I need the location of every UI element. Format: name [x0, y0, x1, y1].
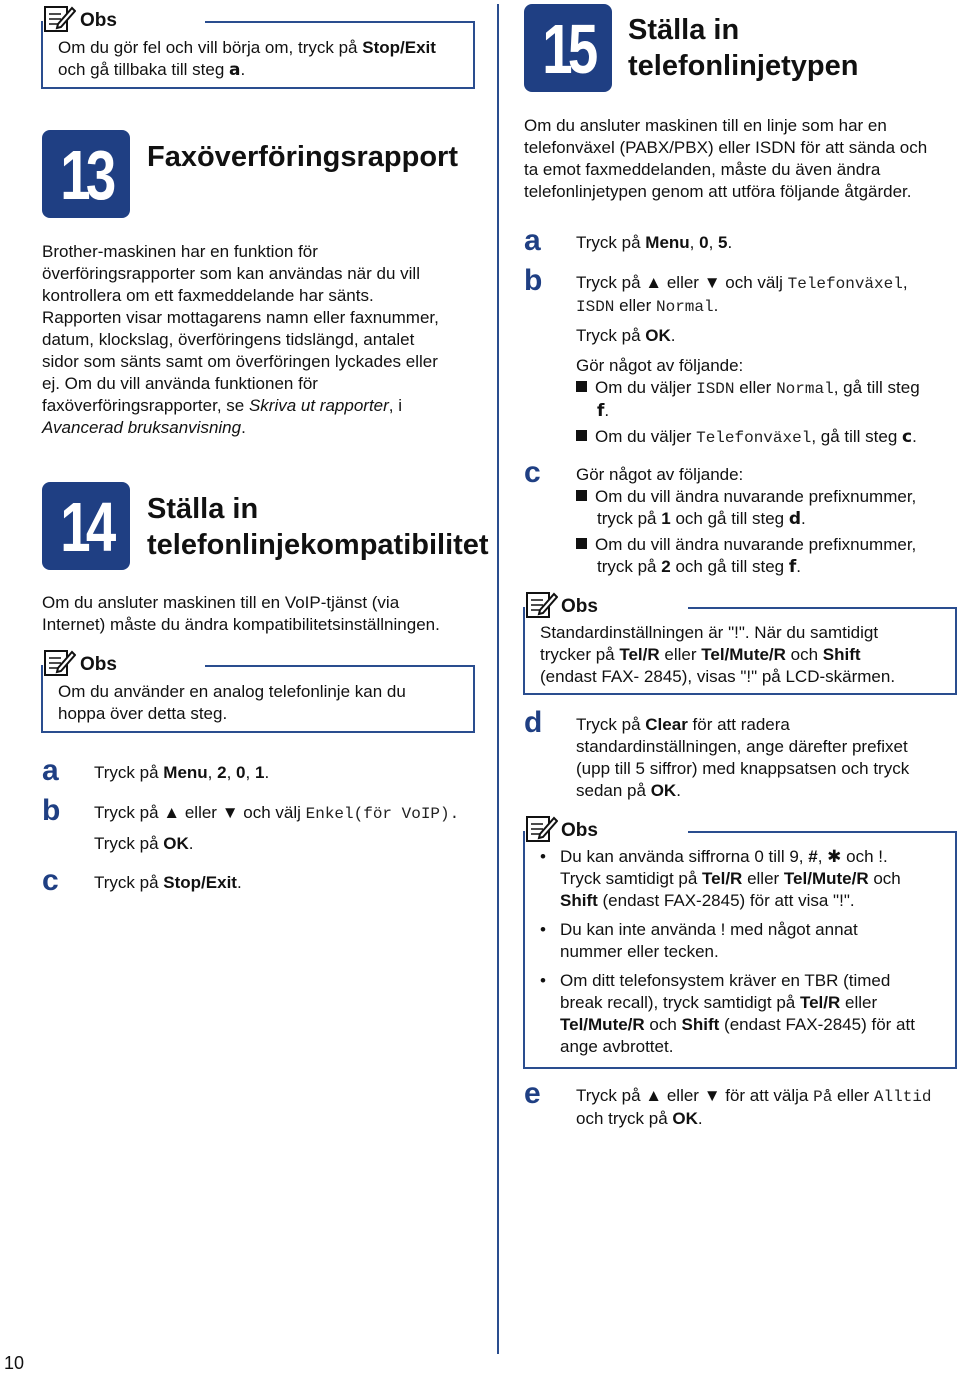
step-number: 15	[542, 10, 594, 88]
text: för att välja	[720, 1086, 814, 1105]
punct: .	[188, 834, 194, 853]
text: Om du väljer	[595, 378, 697, 397]
key-label: 0	[699, 233, 709, 252]
text: Om ditt telefonsystem kräver en TBR (timed	[560, 971, 891, 990]
text: eller	[659, 645, 702, 664]
step-ref: f	[788, 557, 797, 577]
text-line: telefonlinjetypen genom att utföra följande åtgärder.	[524, 182, 912, 201]
text: eller	[832, 1086, 874, 1105]
text: eller	[742, 869, 784, 888]
step-title	[147, 491, 489, 563]
text-line: Gör något av följande:	[576, 465, 744, 484]
text: trycker på	[540, 645, 620, 664]
key-label: Menu	[645, 233, 690, 252]
key-label: Stop/Exit	[163, 873, 237, 892]
step-number: 14	[60, 488, 112, 566]
punct: , i	[388, 396, 403, 415]
key-label: Menu	[163, 763, 208, 782]
text: och välj	[720, 273, 788, 292]
note-title: Obs	[561, 820, 598, 841]
substep-text	[576, 272, 956, 449]
note-title: Obs	[80, 654, 117, 675]
substep-letter: a	[42, 754, 59, 787]
square-bullet-icon	[576, 538, 587, 549]
text-line: Internet) måste du ändra kompatibilitetsinställningen.	[42, 615, 440, 634]
text-line: telefonväxel (PABX/PBX) eller ISDN för att sända och	[524, 138, 928, 157]
key-label: OK	[645, 326, 671, 345]
lcd-option: Telefonväxel	[787, 275, 903, 293]
text: eller	[734, 378, 777, 397]
key-label: 5	[718, 233, 728, 252]
text: Tryck på	[576, 233, 646, 252]
key-label: OK	[672, 1109, 698, 1128]
key-label: 1	[254, 763, 265, 782]
list-item	[534, 970, 949, 1058]
lcd-option: Normal	[655, 298, 714, 316]
lcd-option: På	[813, 1088, 833, 1106]
square-bullet-icon	[576, 430, 587, 441]
text: Tryck på	[576, 1086, 646, 1105]
lcd-option: Normal	[776, 380, 834, 398]
step-ref: f	[597, 401, 605, 421]
step-title: Ställa in telefonlinjetypen	[628, 14, 859, 82]
text: för att radera	[687, 715, 790, 734]
substep-letter: c	[524, 456, 541, 489]
punct: ,	[207, 763, 218, 782]
key-label: Shift	[681, 1015, 720, 1034]
square-bullet-item	[576, 377, 956, 422]
text: Om du vill ändra nuvarande prefixnummer,	[595, 487, 917, 506]
key-label: Tel/R	[799, 993, 841, 1012]
note-bullet-list	[534, 846, 949, 1058]
text: Tryck på	[94, 763, 164, 782]
text: eller	[840, 993, 878, 1012]
text: och !.	[841, 847, 888, 866]
text-line: ta emot faxmeddelanden, måste du även ändra	[524, 160, 881, 179]
key-label: 1	[661, 509, 671, 528]
punct: .	[604, 401, 610, 420]
up-arrow-icon: ▲	[645, 273, 663, 292]
note-line: Om du gör fel och vill börja om, tryck på	[58, 38, 363, 57]
punct: .	[670, 326, 676, 345]
lcd-option: Alltid	[873, 1088, 932, 1106]
text-line: standardinställningen, ange därefter prefixet	[576, 737, 908, 756]
text-line: sidor som sänts samt om överföringen lyckades eller	[42, 352, 438, 371]
substep-text	[94, 872, 242, 894]
step-number: 13	[60, 136, 112, 214]
key-label: Tel/Mute/R	[701, 645, 786, 664]
list-item	[534, 919, 949, 963]
substep-letter: e	[524, 1077, 541, 1110]
lcd-option: Enkel(för VoIP).	[305, 805, 460, 823]
text: och gå till steg	[670, 509, 789, 528]
text-line: Brother-maskinen har en funktion för	[42, 242, 318, 261]
punct: .	[796, 557, 801, 576]
text: Tryck på	[576, 715, 646, 734]
text: (endast FAX-2845) för att visa "!".	[597, 891, 855, 910]
text-line: (upp till 5 siffror) med knappsatsen och tryck	[576, 759, 910, 778]
step13-body	[42, 241, 482, 439]
text: eller	[614, 296, 656, 315]
punct: .	[697, 1109, 703, 1128]
key-label: 2	[661, 557, 671, 576]
substep-letter: c	[42, 864, 59, 897]
key-label: Clear	[645, 715, 688, 734]
text: tryck på	[597, 509, 662, 528]
text: Tryck på	[94, 803, 164, 822]
note-title: Obs	[561, 596, 598, 617]
key-label: Tel/Mute/R	[783, 869, 869, 888]
substep-text	[576, 1085, 956, 1130]
punct: .	[240, 60, 246, 79]
note-line: Om du använder en analog telefonlinje kan du	[58, 682, 406, 701]
step15-intro	[524, 115, 956, 203]
up-arrow-icon: ▲	[645, 1086, 663, 1105]
up-arrow-icon: ▲	[163, 803, 181, 822]
square-bullet-item	[576, 426, 956, 449]
down-arrow-icon: ▼	[221, 803, 239, 822]
punct: .	[264, 763, 270, 782]
step-ref: d	[788, 509, 802, 529]
doc-reference: Avancerad bruksanvisning	[42, 418, 242, 437]
substep-text	[576, 714, 956, 802]
text: ange avbrottet.	[560, 1037, 674, 1056]
note-text	[540, 622, 950, 688]
key-label: Tel/R	[702, 869, 743, 888]
punct: .	[241, 418, 246, 437]
note-title: Obs	[80, 10, 117, 31]
substep-letter: b	[524, 264, 543, 297]
step14-intro	[42, 592, 487, 636]
text: Tryck på	[576, 326, 646, 345]
punct: .	[713, 296, 719, 315]
key-label: OK	[163, 834, 189, 853]
text: eller	[180, 803, 222, 822]
step-number-badge	[42, 130, 130, 218]
text: och	[644, 1015, 682, 1034]
text: Tryck på	[94, 873, 164, 892]
title-line: Ställa in	[147, 493, 259, 525]
substep-letter: a	[524, 224, 541, 257]
text: nummer eller tecken.	[560, 942, 719, 961]
text: Om du väljer	[595, 427, 697, 446]
text-line: faxöverföringsrapporter, se	[42, 396, 249, 415]
square-bullet-icon	[576, 490, 587, 501]
text: och tryck på	[576, 1109, 673, 1128]
step-ref: a	[229, 60, 241, 80]
text-line: kontrollera om ett faxmeddelande har sänts.	[42, 286, 374, 305]
text: , gå till steg	[811, 427, 903, 446]
down-arrow-icon: ▼	[703, 273, 721, 292]
note-line: och gå tillbaka till steg	[58, 60, 230, 79]
column-divider	[497, 4, 499, 1354]
substep-text	[94, 802, 459, 855]
text: tryck på	[597, 557, 662, 576]
punct: .	[236, 873, 242, 892]
key-label: Shift	[822, 645, 861, 664]
punct: ,	[689, 233, 700, 252]
key-label: Tel/R	[619, 645, 660, 664]
text-line: överföringsrapporter som kan användas när du vill	[42, 264, 420, 283]
text: Om du vill ändra nuvarande prefixnummer,	[595, 535, 917, 554]
square-bullet-item	[576, 486, 956, 530]
step-ref: c	[902, 427, 913, 447]
substep-text	[576, 464, 956, 578]
key-label: Shift	[560, 891, 598, 910]
text: och gå till steg	[670, 557, 789, 576]
text-line: Rapporten visar mottagarens namn eller faxnummer,	[42, 308, 439, 327]
page-number: 10	[4, 1353, 25, 1373]
key-label: #	[808, 847, 818, 866]
square-bullet-item	[576, 534, 956, 578]
title-line: telefonlinjekompatibilitet	[147, 529, 489, 561]
key-label: 0	[236, 763, 246, 782]
text-line: Om du ansluter maskinen till en linje som har en	[524, 116, 887, 135]
text: Tryck på	[576, 273, 646, 292]
punct: .	[801, 509, 806, 528]
note-line: Standardinställningen är "!". När du samtidigt	[540, 623, 879, 642]
text: , gå till steg	[833, 378, 920, 397]
text-line: Om du ansluter maskinen till en VoIP-tjänst (via	[42, 593, 400, 612]
key-label: ✱	[827, 847, 842, 866]
punct: ,	[226, 763, 237, 782]
note-text	[58, 681, 468, 725]
down-arrow-icon: ▼	[703, 1086, 721, 1105]
substep-text	[576, 232, 732, 254]
punct: .	[676, 781, 681, 800]
list-item	[534, 846, 949, 912]
punct: .	[727, 233, 733, 252]
key-label: Tel/Mute/R	[560, 1015, 645, 1034]
step-title: Faxöverföringsrapport	[147, 141, 458, 173]
punct: .	[912, 427, 917, 446]
doc-reference: Skriva ut rapporter	[248, 396, 389, 415]
text: sedan på	[576, 781, 651, 800]
step-number-badge	[524, 4, 612, 92]
lcd-option: Telefonväxel	[696, 429, 812, 447]
punct: ,	[708, 233, 719, 252]
lcd-option: ISDN	[576, 298, 615, 316]
punct: ,	[817, 847, 828, 866]
punct: ,	[245, 763, 255, 782]
note-line: (endast FAX- 2845), visas "!" på LCD-skärmen.	[540, 667, 896, 686]
substep-letter: b	[42, 794, 61, 827]
key-label: Stop/Exit	[362, 38, 436, 57]
step-number-badge	[42, 482, 130, 570]
text-line: Gör något av följande:	[576, 356, 744, 375]
text: break recall), tryck samtidigt på	[560, 993, 800, 1012]
note-line: hoppa över detta steg.	[58, 704, 228, 723]
text: och	[785, 645, 823, 664]
text-line: datum, klockslag, överföringens tidslängd, antalet	[42, 330, 415, 349]
note-text	[58, 37, 468, 81]
text: eller	[662, 273, 704, 292]
text: och välj	[238, 803, 306, 822]
punct: ,	[902, 273, 908, 292]
substep-letter: d	[524, 706, 543, 739]
key-label: 2	[217, 763, 227, 782]
text: Tryck samtidigt på	[560, 869, 703, 888]
text: Du kan inte använda ! med något annat	[560, 920, 858, 939]
text: Tryck på	[94, 834, 164, 853]
text: (endast FAX-2845) för att	[719, 1015, 915, 1034]
lcd-option: ISDN	[696, 380, 735, 398]
text: eller	[662, 1086, 704, 1105]
substep-text	[94, 762, 269, 784]
square-bullet-icon	[576, 381, 587, 392]
key-label: OK	[650, 781, 677, 800]
text: och	[868, 869, 901, 888]
text-line: ej. Om du vill använda funktionen för	[42, 374, 318, 393]
text: Du kan använda siffrorna 0 till 9,	[560, 847, 809, 866]
